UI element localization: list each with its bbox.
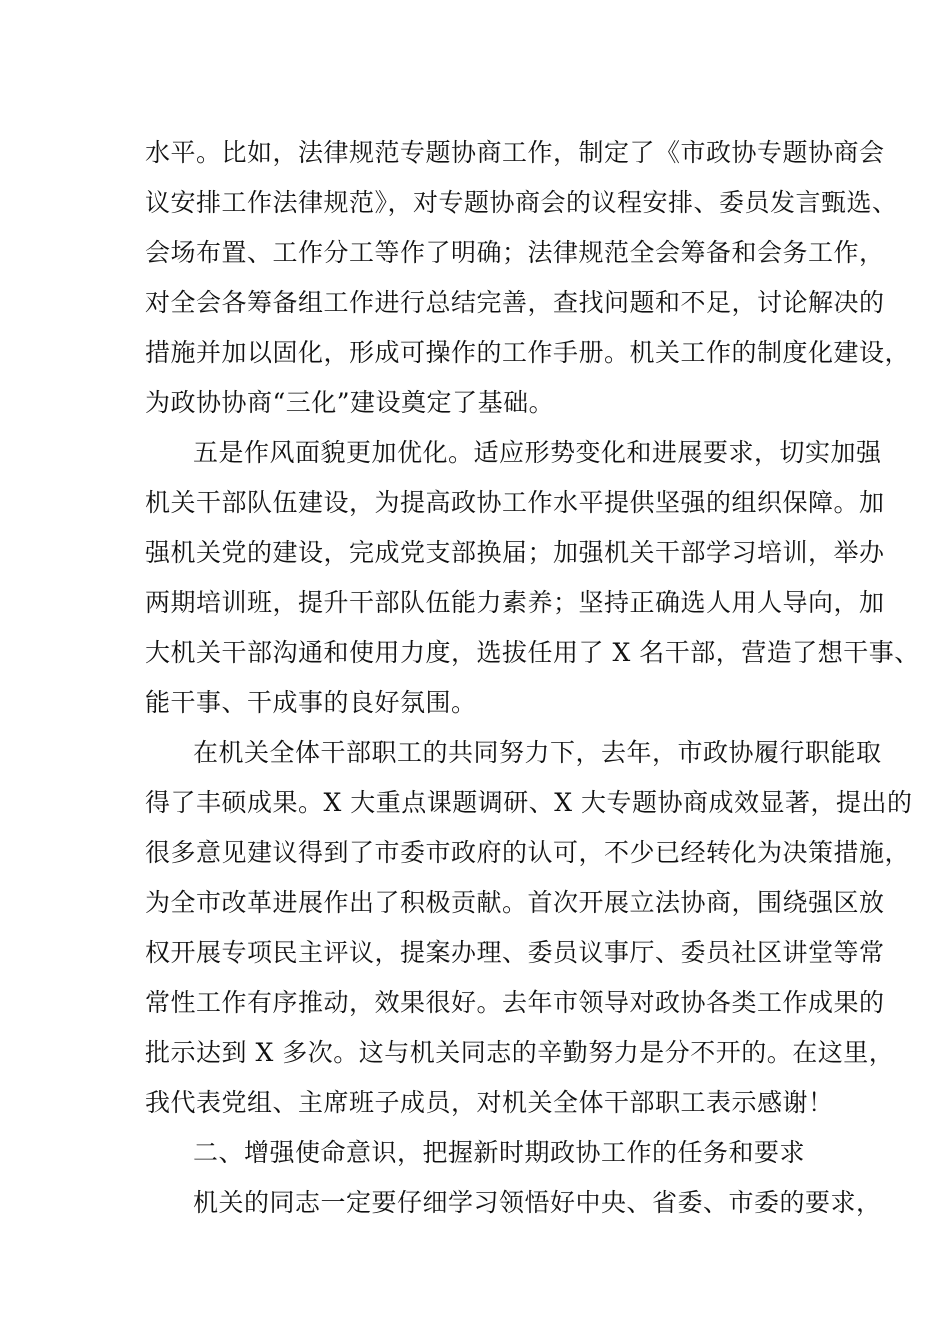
text-line: 常性工作有序推动，效果很好。去年市领导对政协各类工作成果的 (145, 988, 885, 1017)
text-line: 措施并加以固化，形成可操作的工作手册。机关工作的制度化建设， (145, 338, 911, 367)
text-line: 为全市改革进展作出了积极贡献。首次开展立法协商，围绕强区放 (145, 888, 885, 917)
text-line: 强机关党的建设，完成党支部换届；加强机关干部学习培训，举办 (145, 538, 885, 567)
text-line: 我代表党组、主席班子成员，对机关全体干部职工表示感谢！ (145, 1088, 834, 1117)
text-line: 议安排工作法律规范》，对专题协商会的议程安排、委员发言甄选、 (145, 188, 898, 217)
body-text (145, 128, 920, 1228)
text-line: 为政协协商“三化”建设奠定了基础。 (145, 388, 555, 417)
text-line: 水平。比如，法律规范专题协商工作，制定了《市政协专题协商会 (145, 138, 885, 167)
text-line: 大机关干部沟通和使用力度，选拔任用了 X 名干部，营造了想干事、 (145, 638, 920, 667)
paragraph-start-line: 在机关全体干部职工的共同努力下，去年，市政协履行职能取 (193, 738, 882, 767)
text-line: 能干事、干成事的良好氛围。 (145, 688, 477, 717)
text-line: 很多意见建议得到了市委市政府的认可，不少已经转化为决策措施， (145, 838, 911, 867)
paragraph-start-line: 机关的同志一定要仔细学习领悟好中央、省委、市委的要求， (193, 1188, 882, 1217)
text-line: 机关干部队伍建设，为提高政协工作水平提供坚强的组织保障。加 (145, 488, 885, 517)
section-heading: 二、增强使命意识，把握新时期政协工作的任务和要求 (193, 1138, 806, 1167)
text-line: 得了丰硕成果。X 大重点课题调研、X 大专题协商成效显著，提出的 (145, 788, 913, 817)
text-line: 两期培训班，提升干部队伍能力素养；坚持正确选人用人导向，加 (145, 588, 885, 617)
text-line: 批示达到 X 多次。这与机关同志的辛勤努力是分不开的。在这里， (145, 1038, 895, 1067)
text-line: 会场布置、工作分工等作了明确；法律规范全会筹备和会务工作， (145, 238, 885, 267)
paragraph-start-line: 五是作风面貌更加优化。适应形势变化和进展要求，切实加强 (193, 438, 882, 467)
text-line: 对全会各筹备组工作进行总结完善，查找问题和不足，讨论解决的 (145, 288, 885, 317)
text-line: 权开展专项民主评议，提案办理、委员议事厅、委员社区讲堂等常 (145, 938, 885, 967)
